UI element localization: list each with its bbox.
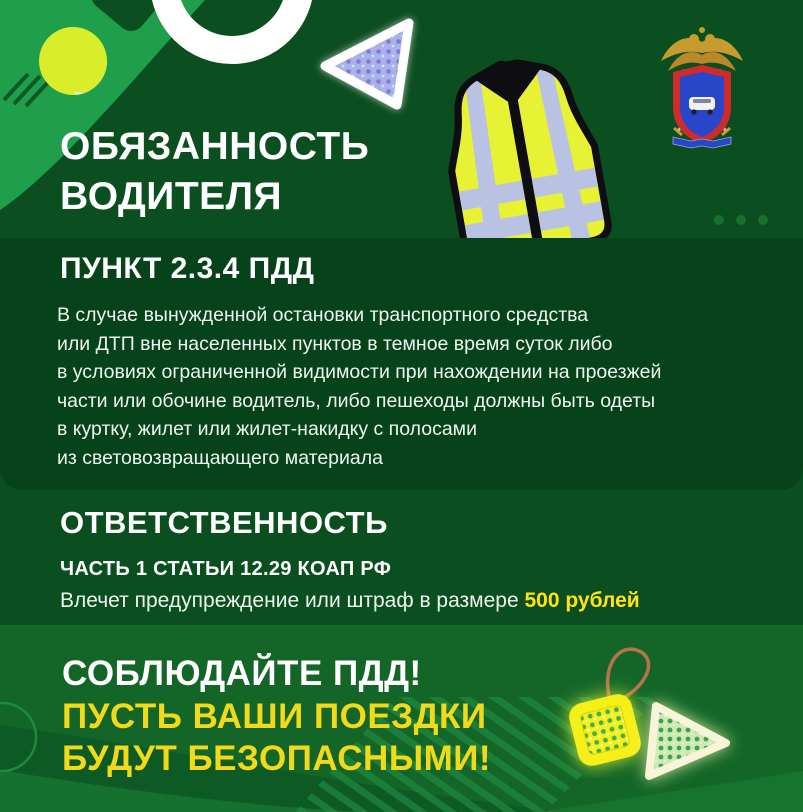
rule-body-line: в условиях ограниченной видимости при нахождении на проезжей (57, 361, 662, 383)
rule-body-line: или ДТП вне населенных пунктов в темное время суток либо (57, 332, 613, 355)
poster-title (60, 122, 540, 222)
rule-body-line: из световозвращающего материала (57, 446, 383, 469)
footer-slogan-line1: СОБЛЮДАЙТЕ ПДД! (62, 654, 422, 693)
responsibility-sentence-prefix: Влечет предупреждение или штраф в размере (60, 589, 525, 612)
rule-body-line: в куртку, жилет или жилет-накидку с полосами (57, 418, 477, 440)
poster-title-line1: ОБЯЗАННОСТЬ (60, 125, 370, 168)
responsibility-sentence (60, 589, 760, 613)
responsibility-heading: ОТВЕТСТВЕННОСТЬ (60, 505, 388, 540)
reflector-triangle-green-icon (630, 690, 750, 805)
footer-slogan-line2: ПУСТЬ ВАШИ ПОЕЗДКИ (62, 696, 487, 736)
rule-body-line: части или обочине водитель, либо пешеходы должны быть одеты (57, 389, 656, 412)
fine-amount: 500 рублей (524, 589, 640, 612)
rule-body (57, 301, 757, 472)
police-emblem-icon (655, 25, 750, 150)
reflector-disc-icon (33, 21, 113, 101)
footer-slogan-line3: БУДУТ БЕЗОПАСНЫМИ! (62, 739, 492, 778)
rule-heading: ПУНКТ 2.3.4 ПДД (60, 252, 315, 285)
footer-slogan (62, 653, 622, 781)
poster-title-line2: ВОДИТЕЛЯ (60, 175, 283, 218)
rule-body-line: В случае вынужденной остановки транспортного средства (57, 304, 589, 326)
responsibility-subheading: ЧАСТЬ 1 СТАТЬИ 12.29 КОАП РФ (60, 558, 392, 580)
